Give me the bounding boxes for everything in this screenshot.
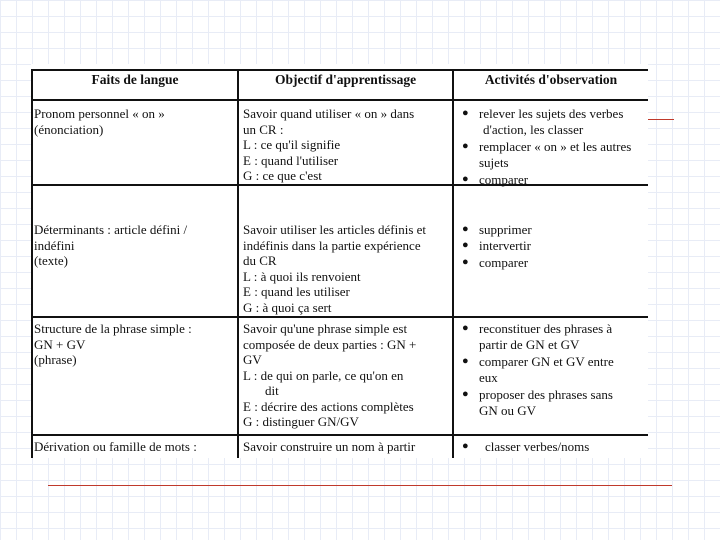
text-line: Savoir qu'une phrase simple est [243,321,408,336]
text-line: (phrase) [34,352,77,367]
text-line: un CR : [243,121,284,137]
text-line: comparer GN et GV entre [479,354,614,369]
bullet-icon: ● [462,322,469,334]
text-line: dit [265,383,279,398]
text-line: G : distinguer GN/GV [243,414,359,429]
text-line: GN ou GV [479,402,537,418]
fait-cell [34,222,234,269]
bullet-icon: ● [462,388,469,400]
bullet-icon: ● [462,440,469,452]
bullet-icon: ● [462,140,469,152]
activity-item [462,439,648,455]
text-line: E : quand les utiliser [243,284,350,299]
column-divider [452,69,454,458]
text-line: Pronom personnel « on » [34,106,165,121]
text-line: d'action, les classer [483,121,584,137]
text-line: E : quand l'utiliser [243,152,339,168]
table-left-border [31,69,33,458]
text-line: Savoir construire un nom à partir [243,439,416,454]
activity-item [462,172,648,188]
text-line: L : de qui on parle, ce qu'on en [243,367,404,383]
activity-item [462,238,648,254]
text-line: Structure de la phrase simple : [34,321,192,336]
bullet-icon: ● [462,256,469,268]
text-line: Savoir utiliser les articles définis et [243,222,427,237]
header-objectif: Objectif d'apprentissage [274,72,417,87]
objectif-cell [243,439,450,455]
row-rule [31,316,648,318]
text-line: relever les sujets des verbes [479,106,624,121]
bullet-icon: ● [462,355,469,367]
text-line: L : à quoi ils renvoient [243,268,361,284]
activity-item [462,139,648,170]
text-line: remplacer « on » et les autres [479,139,632,154]
activity-item [462,387,648,418]
text-line: E : décrire des actions complètes [243,398,414,414]
bullet-icon: ● [462,173,469,185]
text-line: classer verbes/noms [485,439,590,454]
text-line: indéfinis dans la partie expérience [243,237,421,253]
text-line: (énonciation) [34,121,104,137]
fait-cell [34,321,234,368]
text-line: Déterminants : article défini / [34,222,188,237]
header-faits-de-langue: Faits de langue [91,72,179,87]
row-rule [31,434,648,436]
objectif-cell [243,222,450,315]
text-line: Dérivation ou famille de mots : [34,439,197,454]
text-line: partir de GN et GV [479,336,580,352]
text-line: composée de deux parties : GN + [243,336,417,352]
activity-item [462,321,648,352]
activity-item [462,222,648,238]
text-line: intervertir [479,238,531,253]
red-accent-mark [648,119,674,120]
column-divider [237,69,239,458]
text-line: supprimer [479,222,532,237]
activity-item [462,255,648,271]
text-line: comparer [479,172,529,187]
objectif-cell [243,106,450,184]
document-table [31,64,648,458]
activity-item [462,106,648,137]
text-line: du CR [243,253,277,268]
text-line: Savoir quand utiliser « on » dans [243,106,415,121]
text-line: GN + GV [34,336,86,352]
text-line: GV [243,352,262,367]
text-line: sujets [479,154,509,170]
objectif-cell [243,321,450,430]
text-line: eux [479,369,498,385]
text-line: indéfini [34,237,75,253]
bullet-icon: ● [462,107,469,119]
text-line: G : ce que c'est [243,168,322,183]
table-top-border [31,69,648,71]
fait-cell [34,439,234,455]
text-line: reconstituer des phrases à [479,321,613,336]
text-line: comparer [479,255,529,270]
header-activites: Activités d'observation [484,72,618,87]
footer-rule [48,485,672,486]
bullet-icon: ● [462,239,469,251]
text-line: proposer des phrases sans [479,387,613,402]
activity-item [462,354,648,385]
text-line: G : à quoi ça sert [243,299,332,315]
fait-cell [34,106,234,137]
header-rule [31,99,648,101]
bullet-icon: ● [462,223,469,235]
text-line: L : ce qu'il signifie [243,137,341,152]
text-line: (texte) [34,253,68,268]
